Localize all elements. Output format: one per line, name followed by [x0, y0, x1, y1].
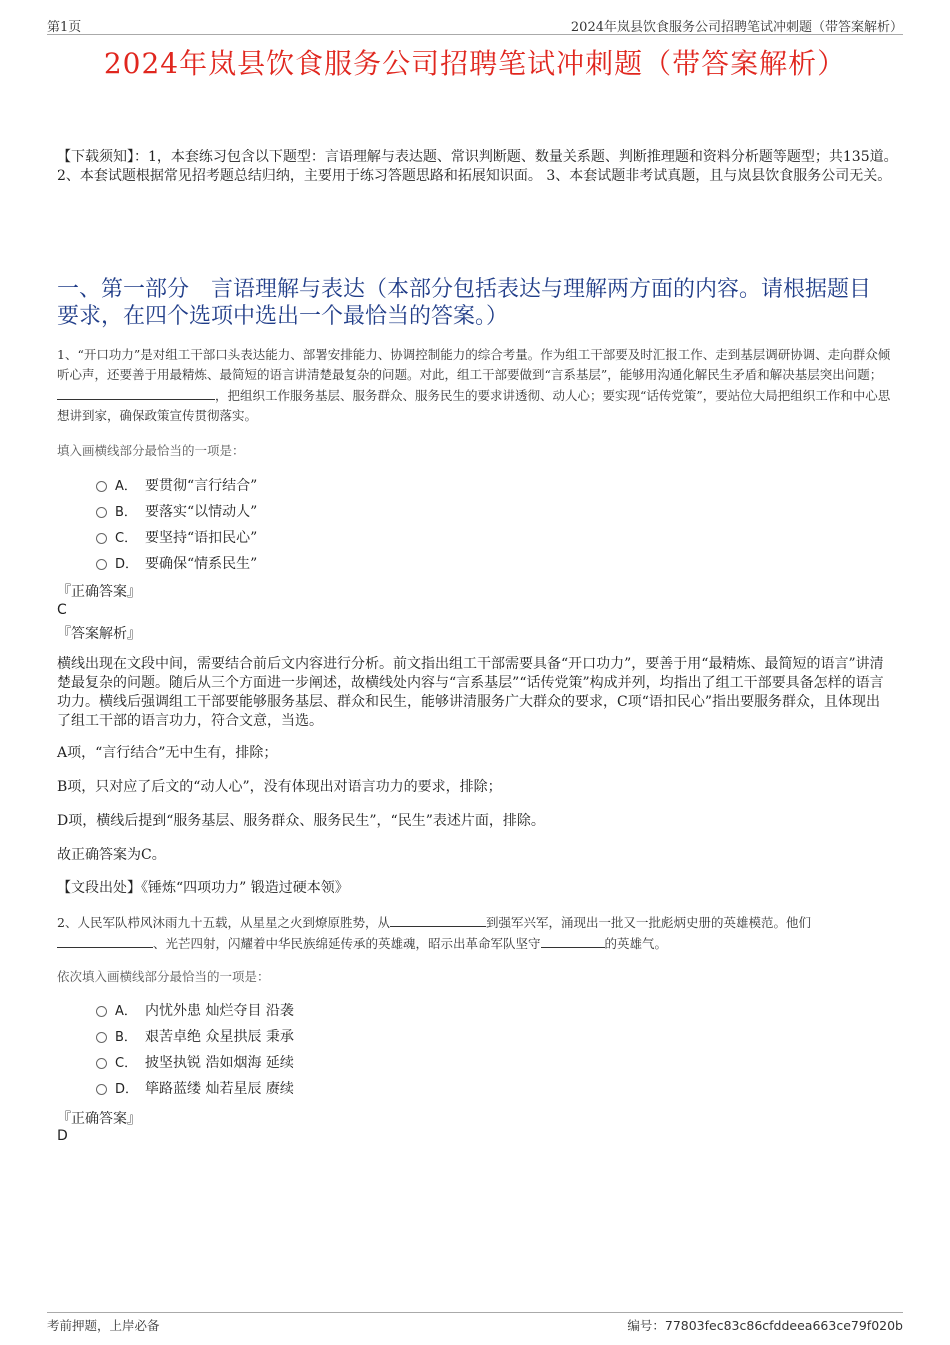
footer-code-value: 77803fec83c86cfddeea663ce79f020b	[664, 1318, 903, 1333]
header-doc-title: 2024年岚县饮食服务公司招聘笔试冲刺题（带答案解析）	[570, 20, 903, 35]
option-b-note: B项，只对应了后文的“动人心”，没有体现出对语言功力的要求，排除；	[57, 779, 502, 795]
option-text: 要确保“情系民生”	[145, 556, 258, 572]
radio-icon[interactable]	[96, 1032, 107, 1043]
question-1-options	[96, 473, 257, 577]
footer-code	[627, 1316, 903, 1334]
conclusion: 故正确答案为C。	[57, 847, 166, 863]
answer-blank	[57, 933, 153, 948]
question-2-text-part-d: 的英雄气。	[604, 936, 668, 951]
question-1-prompt: 填入画横线部分最恰当的一项是：	[57, 443, 245, 458]
question-2-text	[57, 912, 898, 954]
option-text: 要坚持“语扣民心”	[145, 530, 258, 546]
option-letter: A．	[115, 1004, 137, 1019]
answer-label: 『正确答案』	[57, 584, 141, 600]
question-2-text-part-a: 2、人民军队栉风沐雨九十五载，从星星之火到燎原胜势，从	[57, 915, 390, 930]
answer-blank	[541, 933, 605, 948]
option-b[interactable]	[96, 1024, 294, 1050]
option-b[interactable]	[96, 499, 257, 525]
radio-icon[interactable]	[96, 507, 107, 518]
footer-code-label: 编号：	[627, 1318, 665, 1333]
question-1-text-part-a: 1、“开口功力”是对组工干部口头表达能力、部署安排能力、协调控制能力的综合考量。作为组工干部要及时汇报工作、走到基层调研协调、走向群众倾听心声，还要善于用最精炼、最简短的语言讲清楚最复杂的问题。对此，组工干部要做到“言系基层”，能够用沟通化解民生矛盾和解决基层突出问题；	[57, 347, 891, 382]
page-header	[47, 14, 903, 35]
option-text: 要落实“以情动人”	[145, 504, 258, 520]
option-text: 筚路蓝缕 灿若星辰 赓续	[145, 1081, 294, 1097]
question-1-text	[57, 345, 898, 426]
question-1-text-part-b: ，把组织工作服务基层、服务群众、服务民生的要求讲透彻、动人心；要实现“话传党策”，要站位大局把组织工作和中心思想讲到家，确保政策宣传贯彻落实。	[57, 388, 891, 423]
question-2-text-part-b: 到强军兴军，涌现出一批又一批彪炳史册的英雄模范。他们	[485, 915, 811, 930]
option-letter: B．	[115, 505, 137, 520]
option-letter: D．	[115, 1082, 139, 1097]
question-2-prompt: 依次填入画横线部分最恰当的一项是：	[57, 969, 270, 984]
option-letter: C．	[115, 1056, 138, 1071]
option-c[interactable]	[96, 525, 257, 551]
answer-label: 『正确答案』	[57, 1111, 141, 1127]
option-d[interactable]	[96, 551, 257, 577]
option-letter: A．	[115, 479, 137, 494]
document-title: 2024年岚县饮食服务公司招聘笔试冲刺题（带答案解析）	[103, 47, 847, 80]
section-title: 一、第一部分 言语理解与表达（本部分包括表达与理解两方面的内容。请根据题目要求，在四个选项中选出一个最恰当的答案。）	[57, 277, 872, 329]
option-a[interactable]	[96, 473, 257, 499]
radio-icon[interactable]	[96, 1058, 107, 1069]
option-text: 内忧外患 灿烂夺目 沿袭	[145, 1003, 294, 1019]
option-letter: B．	[115, 1030, 137, 1045]
source-citation: 【文段出处】《锤炼“四项功力” 锻造过硬本领》	[57, 880, 349, 896]
question-2-text-part-c: 、光芒四射，闪耀着中华民族绵延传承的英雄魂，昭示出革命军队坚守	[153, 936, 541, 951]
option-text: 艰苦卓绝 众星拱辰 秉承	[145, 1029, 294, 1045]
option-c[interactable]	[96, 1050, 294, 1076]
radio-icon[interactable]	[96, 1006, 107, 1017]
radio-icon[interactable]	[96, 481, 107, 492]
answer-blank	[57, 385, 215, 400]
option-text: 要贯彻“言行结合”	[145, 478, 258, 494]
option-d-note: D项，横线后提到“服务基层、服务群众、服务民生”，“民生”表述片面，排除。	[57, 813, 545, 829]
page-number: 第1页	[47, 20, 82, 35]
answer-blank	[390, 912, 486, 927]
page-footer	[47, 1312, 903, 1333]
footer-slogan: 考前押题，上岸必备	[47, 1318, 160, 1333]
analysis-label: 『答案解析』	[57, 626, 141, 642]
question-2-options	[96, 998, 294, 1102]
radio-icon[interactable]	[96, 559, 107, 570]
answer-analysis: 横线出现在文段中间，需要结合前后文内容进行分析。前文指出组工干部需要具备“开口功力”，要善于用“最精炼、最简短的语言”讲清楚最复杂的问题。随后从三个方面进一步阐述，故横线处内容与“言系基层”“话传党策”构成并列，均指出了组工干部要具备怎样的语言功力。横线后强调组工干部要能够服务基层、群众和民生，能够讲清服务广大群众的要求，C项“语扣民心”指出要服务群众，且体现出了组工干部的语言功力，符合文意，当选。	[57, 656, 884, 729]
correct-answer: D	[57, 1128, 68, 1144]
correct-answer: C	[57, 602, 67, 618]
option-d[interactable]	[96, 1076, 294, 1102]
option-a[interactable]	[96, 998, 294, 1024]
radio-icon[interactable]	[96, 533, 107, 544]
option-letter: C．	[115, 531, 138, 546]
option-a-note: A项，“言行结合”无中生有，排除；	[57, 745, 278, 761]
option-text: 披坚执锐 浩如烟海 延续	[145, 1055, 294, 1071]
download-notice: 【下载须知】：1，本套练习包含以下题型：言语理解与表达题、常识判断题、数量关系题、判断推理题和资料分析题等题型；共135道。 2、本套试题根据常见招考题总结归纳，主要用于练习答题思路和拓展知识面。 3、本套试题非考试真题，且与岚县饮食服务公司无关。	[57, 149, 898, 184]
option-letter: D．	[115, 557, 139, 572]
radio-icon[interactable]	[96, 1084, 107, 1095]
